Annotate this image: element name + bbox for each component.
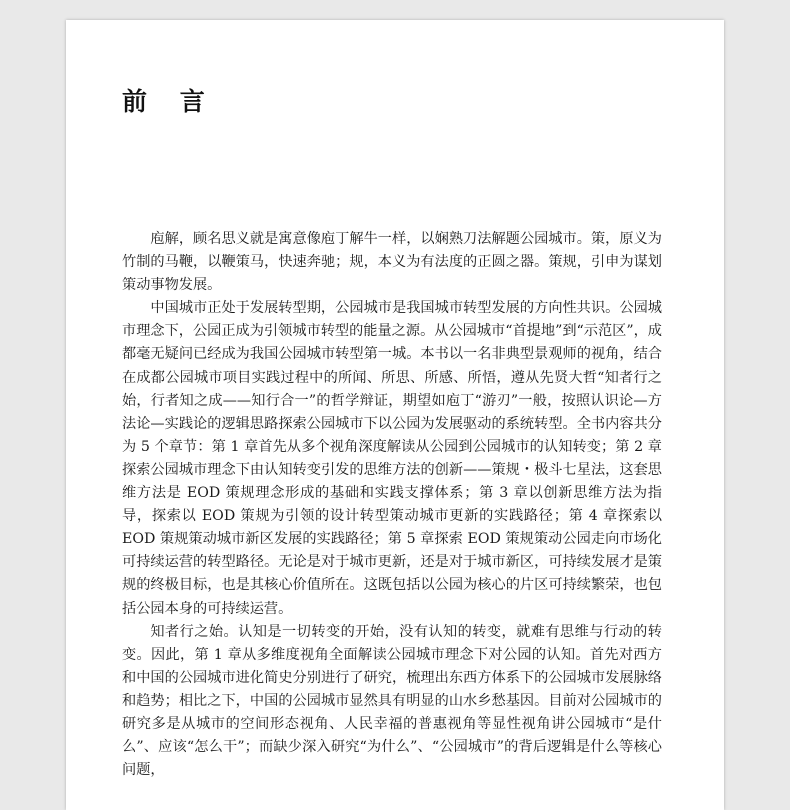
body-text xyxy=(122,228,662,782)
paragraph: 庖解，顾名思义就是寓意像庖丁解牛一样，以娴熟刀法解题公园城市。策，原义为竹制的马鞭，以鞭策马，快速奔驰；规，本义为有法度的正圆之器。策规，引申为谋划策动事物发展。 xyxy=(122,231,662,294)
paragraph: 中国城市正处于发展转型期，公园城市是我国城市转型发展的方向性共识。公园城市理念下，公园正成为引领城市转型的能量之源。从公园城市“首提地”到“示范区”，成都毫无疑问已经成为我国公园城市转型第一城。本书以一名非典型景观师的视角，结合在成都公园城市项目实践过程中的所闻、所思、所感、所悟，遵从先贤大哲“知者行之始，行者知之成——知行合一”的哲学辩证，期望如庖丁“游刃”一般，按照认识论—方法论—实践论的逻辑思路探索公园城市下以公园为发展驱动的系统转型。全书内容共分为 5 个章节：第 1 章首先从多个视角深度解读从公园到公园城市的认知转变；第 2 章探索公园城市理念下由认知转变引发的思维方法的创新——策规・极斗七星法，这套思维方法是 EOD 策规理念形成的基础和实践支撑体系；第 3 章以创新思维方法为指导，探索以 EOD 策规为引领的设计转型策动城市更新的实践路径；第 4 章探索以 EOD 策规策动城市新区发展的实践路径；第 5 章探索 EOD 策规策动公园走向市场化可持续运营的转型路径。无论是对于城市更新，还是对于城市新区，可持续发展才是策规的终极目标，也是其核心价值所在。这既包括以公园为核心的片区可持续繁荣，也包括公园本身的可持续运营。 xyxy=(122,300,662,617)
document-page xyxy=(66,20,724,810)
paragraph: 知者行之始。认知是一切转变的开始，没有认知的转变，就难有思维与行动的转变。因此，第 1 章从多维度视角全面解读公园城市理念下对公园的认知。首先对西方和中国的公园城市进化简史分别进行了研究，梳理出东西方体系下的公园城市发展脉络和趋势；相比之下，中国的公园城市显然具有明显的山水乡愁基因。目前对公园城市的研究多是从城市的空间形态视角、人民幸福的普惠视角等显性视角讲公园城市“是什么”、应该“怎么干”；而缺少深入研究“为什么”、“公园城市”的背后逻辑是什么等核心问题， xyxy=(122,623,662,779)
page-title: 前 言 xyxy=(122,87,217,116)
